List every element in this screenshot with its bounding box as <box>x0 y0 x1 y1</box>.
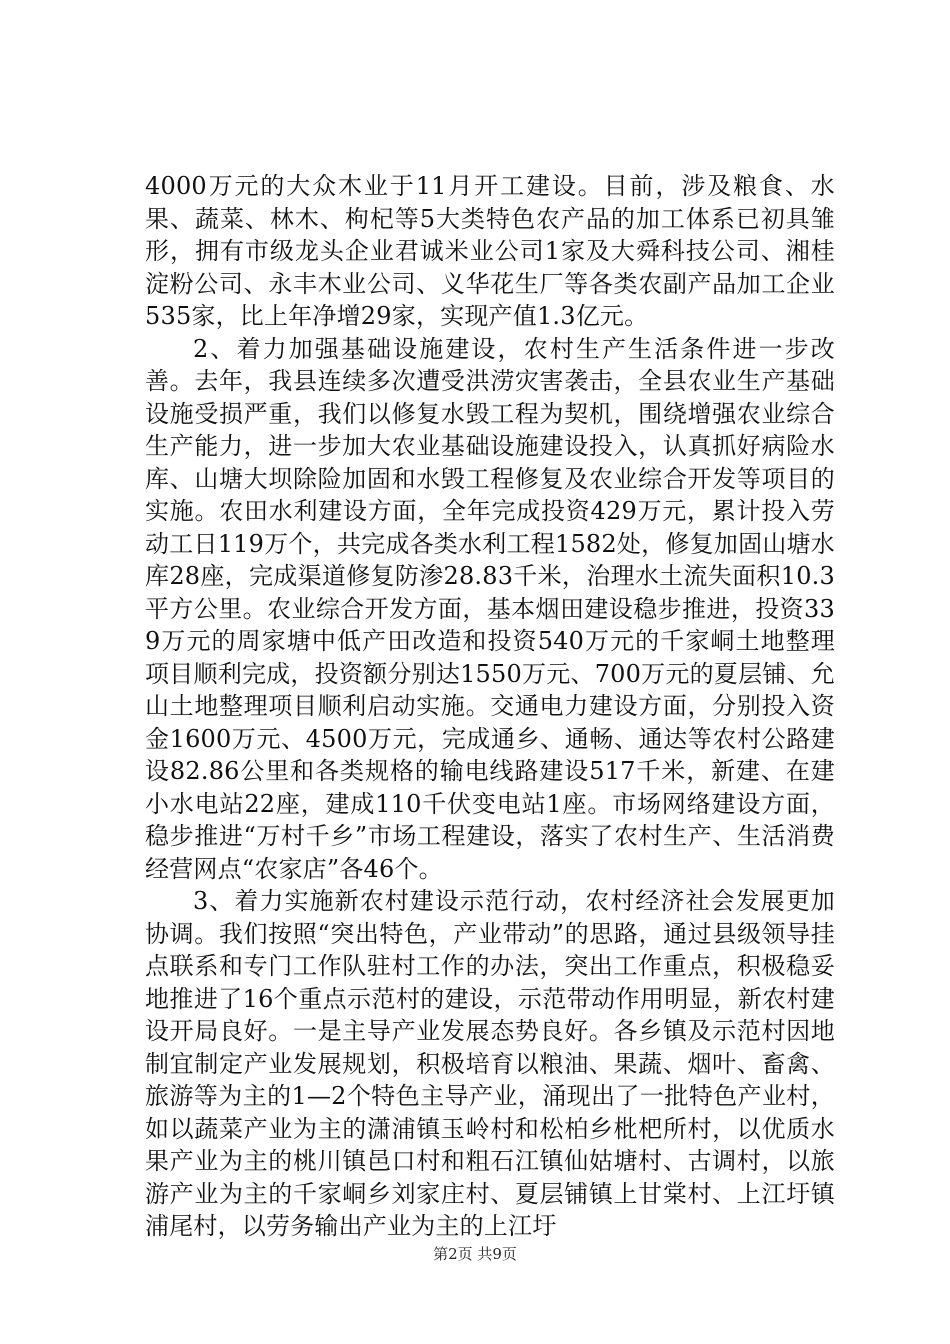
paragraph-3: 3、着力实施新农村建设示范行动，农村经济社会发展更加协调。我们按照“突出特色，产业带动”的思路，通过县级领导挂点联系和专门工作队驻村工作的办法，突出工作重点，积极稳妥地推进了16个重点示范村的建设，示范带动作用明显，新农村建设开局良好。一是主导产业发展态势良好。各乡镇及示范村因地制宜制定产业发展规划，积极培育以粮油、果蔬、烟叶、畜禽、旅游等为主的1—2个特色主导产业，涌现出了一批特色产业村，如以蔬菜产业为主的潇浦镇玉岭村和松柏乡枇杷所村，以优质水果产业为主的桃川镇邑口村和粗石江镇仙姑塘村、古调村，以旅游产业为主的千家峒乡刘家庄村、夏层铺镇上甘棠村、上江圩镇浦尾村，以劳务输出产业为主的上江圩 <box>145 887 835 1240</box>
paragraph-2: 2、着力加强基础设施建设，农村生产生活条件进一步改善。去年，我县连续多次遭受洪涝灾害袭击，全县农业生产基础设施受损严重，我们以修复水毁工程为契机，围绕增强农业综合生产能力，进一步加大农业基础设施建设投入，认真抓好病险水库、山塘大坝除险加固和水毁工程修复及农业综合开发等项目的实施。农田水利建设方面，全年完成投资429万元，累计投入劳动工日119万个，共完成各类水利工程1582处，修复加固山塘水库28座，完成渠道修复防渗28.83千米，治理水土流失面积10.3平方公里。农业综合开发方面，基本烟田建设稳步推进，投资339万元的周家塘中低产田改造和投资540万元的千家峒土地整理项目顺利完成，投资额分别达1550万元、700万元的夏层铺、允山土地整理项目顺利启动实施。交通电力建设方面，分别投入资金1600万元、4500万元，完成通乡、通畅、通达等农村公路建设82.86公里和各类规格的输电线路建设517千米，新建、在建小水电站22座，建成110千伏变电站1座。市场网络建设方面，稳步推进“万村千乡”市场工程建设，落实了农村生产、生活消费经营网点“农家店”各46个。 <box>145 334 835 883</box>
paragraph-1: 4000万元的大众木业于11月开工建设。目前，涉及粮食、水果、蔬菜、林木、枸杞等5大类特色农产品的加工体系已初具雏形，拥有市级龙头企业君诚米业公司1家及大舜科技公司、湘桂淀粉公司、永丰木业公司、义华花生厂等各类农副产品加工企业535家，比上年净增29家，实现产值1.3亿元。 <box>145 172 835 330</box>
page-number-footer: 第2页 共9页 <box>433 1245 517 1263</box>
document-body <box>145 170 835 1243</box>
